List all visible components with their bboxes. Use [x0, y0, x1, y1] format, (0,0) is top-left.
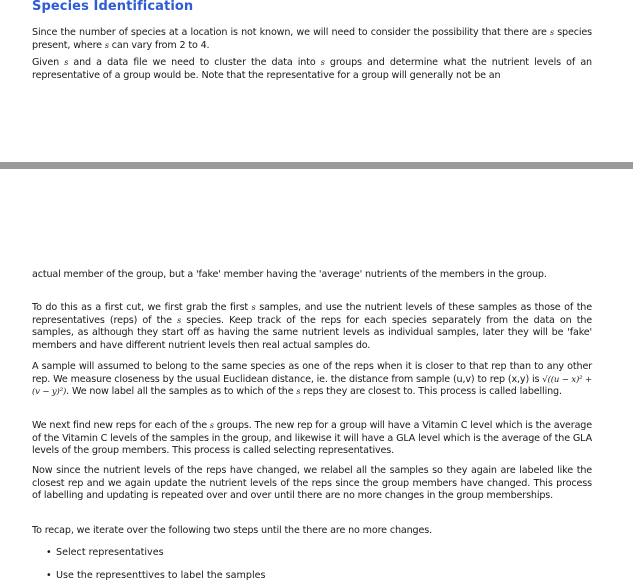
variable-s: s — [320, 58, 325, 67]
paragraph: Since the number of species at a location is not known, we will need to consider the possibility that there are s species present, where s can vary from 2 to 4. — [32, 27, 592, 51]
variable-s: s — [209, 421, 214, 430]
paragraph: To recap, we iterate over the following two steps until the there are no more changes. — [32, 525, 432, 536]
paragraph: A sample will assumed to belong to the same species as one of the reps when it is closer to that rep than to any other rep. We measure closeness by the usual Euclidean distance, ie. the distance from sample (u,v) to rep (x,y) is √((u − x)² + (v − y)²). We now label all the samples as to which of the s reps they are closest to. This process is called labelling. — [32, 361, 592, 398]
paragraph: We next find new reps for each of the s groups. The new rep for a group will have a Vitamin C level which is the average of the Vitamin C levels of the samples in the group, and likewise it will have a GLA level which is the average of the GLA levels of the group members. This process is called selecting representatives. — [32, 420, 592, 457]
bullet-icon: • — [46, 547, 52, 558]
recap-step — [46, 570, 266, 581]
bullet-icon: • — [46, 570, 52, 581]
paragraph: actual member of the group, but a 'fake' member having the 'average' nutrients of the members in the group. — [32, 269, 547, 280]
recap-step-label: Select representatives — [56, 547, 164, 558]
page-bottom — [0, 232, 633, 585]
variable-s: s — [550, 28, 554, 37]
variable-s: s — [104, 40, 109, 50]
page-divider — [0, 162, 633, 169]
variable-s: s — [64, 58, 69, 67]
variable-s: s — [177, 315, 182, 325]
recap-step — [46, 547, 164, 558]
page-top — [0, 0, 633, 162]
paragraph: Given s and a data file we need to cluster the data into s groups and determine what the nutrient levels of an representative of a group would be. Note that the representative for a group will generally not be an — [32, 57, 592, 81]
paragraph: To do this as a first cut, we first grab the first s samples, and use the nutrient levels of these samples as those of the representatives (reps) of the s species. Keep track of the reps for each species separately from the data on the samples, as although they start off as having the same nutrient levels as individual samples, later they will be 'fake' members and have different nutrient levels then real actual samples do. — [32, 302, 593, 351]
distance-formula: √((u − x)² + (v − y)²) — [32, 374, 592, 398]
variable-s: s — [296, 387, 301, 397]
paragraph: Now since the nutrient levels of the reps have changed, we relabel all the samples so they again are labeled like the closest rep and we again update the nutrient levels of the reps since the group members have changed. This process of labelling and updating is repeated over and over until there are no more changes in the group memberships. — [32, 465, 592, 502]
section-title: Species Identification — [32, 0, 194, 14]
recap-step-label: Use the representtives to label the samples — [56, 570, 266, 581]
variable-s: s — [251, 303, 256, 312]
